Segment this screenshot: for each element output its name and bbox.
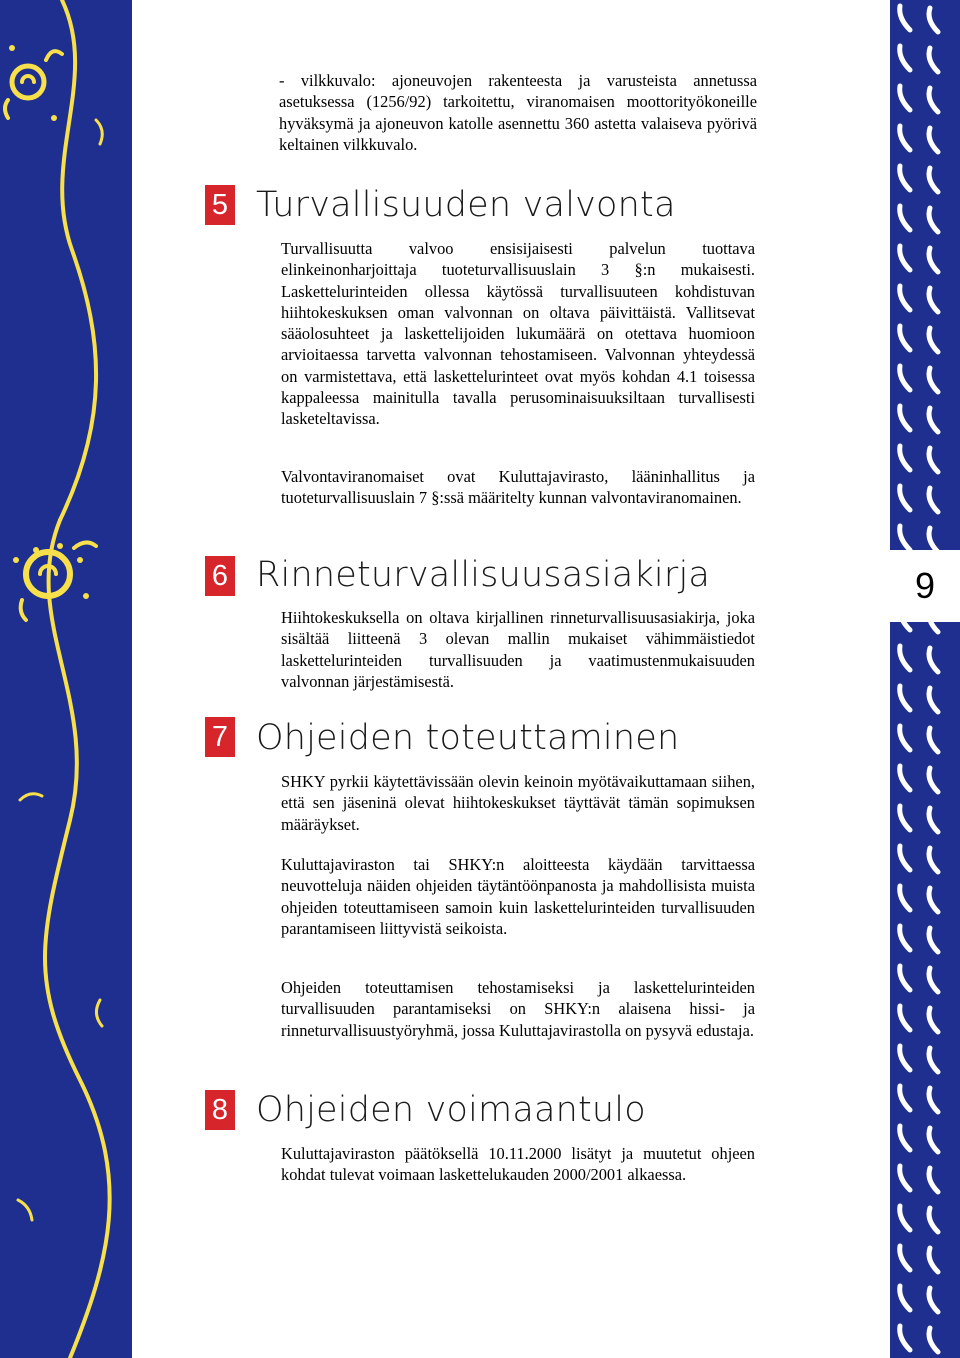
section-title-6: Rinneturvallisuusasiakirja (256, 555, 711, 595)
section-7-paragraph-3: Ohjeiden toteuttamisen tehostamiseksi ja laskettelurinteiden turvallisuuden parantamiseksi on SHKY:n alaisena hissi- ja rinneturvallisuustyöryhmä, jossa Kuluttajavirastolla on pysyvä edustaja. (281, 978, 755, 1040)
section-number-6: 6 (205, 556, 235, 596)
left-decorative-band (0, 0, 132, 1358)
swirl-ornament-icon (0, 0, 132, 1358)
section-7-paragraph-2: Kuluttajaviraston tai SHKY:n aloitteesta käydään tarvittaessa neuvotteluja näiden ohjeiden täytäntöönpanosta ja mahdollisista muista ohjeiden toteuttamiseen samoin kuin laskettelurinteiden turvallisuuden parantamiseen liittyvistä seikoista. (281, 855, 755, 938)
slash-pattern-icon (890, 0, 960, 1358)
page-number-box (890, 550, 960, 622)
intro-paragraph: - vilkkuvalo: ajoneuvojen rakenteesta ja varusteista annetussa asetuksessa (1256/92) tarkoitettu, viranomaisen moottorityökoneille hyväksymä ja ajoneuvon katolle asennettu 360 astetta valaiseva pyörivä keltainen vilkkuvalo. (279, 71, 757, 154)
section-title-5: Turvallisuuden valvonta (256, 185, 676, 225)
section-title-8: Ohjeiden voimaantulo (256, 1090, 646, 1130)
section-5-paragraph-2: Valvontaviranomaiset ovat Kuluttajavirasto, lääninhallitus ja tuoteturvallisuuslain 7 §:ssä määritelty kunnan valvontaviranomainen. (281, 467, 755, 508)
page-number: 9 (914, 565, 936, 606)
section-number-8: 8 (205, 1090, 235, 1130)
section-number-7: 7 (205, 717, 235, 757)
section-5-paragraph-1: Turvallisuutta valvoo ensisijaisesti palvelun tuottava elinkeinonharjoittaja tuoteturvallisuuslain 3 §:n mukaisesti. Laskettelurinteiden ollessa käytössä turvallisuuteen kohdistuvan hiihtokeskuksen oman valvonnan on oltava päivittäistä. Vallitsevat sääolosuhteet ja laskettelijoiden lukumäärä on otettava huomioon arvioitaessa tarvetta valvonnan tehostamiseen. Valvonnan yhteydessä on varmistettava, että laskettelurinteet ovat myös kohdan 4.1 toisessa kappaleessa mainitulla tavalla perusominaisuuksiltaan turvallisesti lasketeltavissa. (281, 239, 755, 429)
section-8-paragraph-1: Kuluttajaviraston päätöksellä 10.11.2000 lisätyt ja muutetut ohjeen kohdat tulevat voimaan laskettelukauden 2000/2001 alkaessa. (281, 1144, 755, 1185)
section-title-7: Ohjeiden toteuttaminen (256, 718, 680, 758)
section-number-5: 5 (205, 185, 235, 225)
section-6-paragraph-1: Hiihtokeskuksella on oltava kirjallinen rinneturvallisuusasiakirja, joka sisältää liitteenä 3 olevan mallin mukaiset vähimmäistiedot laskettelurinteiden turvallisuuden ja vaatimustenmukaisuuden valvonnan järjestämisestä. (281, 608, 755, 691)
right-decorative-band (890, 0, 960, 1358)
section-7-paragraph-1: SHKY pyrkii käytettävissään olevin keinoin myötävaikuttamaan siihen, että sen jäseninä olevat hiihtokeskukset täyttävät tämän sopimuksen määräykset. (281, 772, 755, 834)
